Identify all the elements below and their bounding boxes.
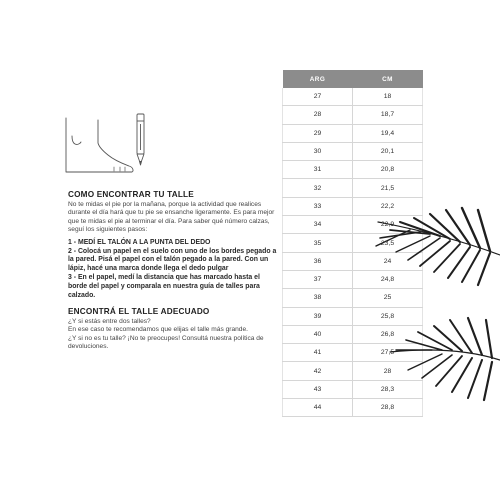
arg-size-cell: 42: [283, 362, 353, 380]
arg-size-cell: 35: [283, 234, 353, 252]
arg-size-cell: 34: [283, 216, 353, 234]
guide-tip-2: En ese caso te recomendamos que elijas el talle más grande.: [68, 326, 248, 334]
cm-length-cell: 18: [353, 88, 423, 106]
table-header-row: [283, 70, 423, 88]
table-row: [283, 399, 423, 417]
column-header-cm: CM: [353, 70, 423, 88]
arg-size-cell: 41: [283, 344, 353, 362]
arg-size-cell: 43: [283, 380, 353, 398]
table-row: [283, 325, 423, 343]
arg-size-cell: 30: [283, 142, 353, 160]
cm-length-cell: 28: [353, 362, 423, 380]
arg-size-cell: 37: [283, 270, 353, 288]
column-header-arg: ARG: [283, 70, 353, 88]
table-row: [283, 289, 423, 307]
size-table-body: [283, 88, 423, 417]
table-row: [283, 142, 423, 160]
cm-length-cell: 25: [353, 289, 423, 307]
table-row: [283, 307, 423, 325]
cm-length-cell: 22,2: [353, 197, 423, 215]
arg-size-cell: 33: [283, 197, 353, 215]
cm-length-cell: 24,8: [353, 270, 423, 288]
table-row: [283, 124, 423, 142]
guide-steps: [68, 239, 278, 301]
arg-size-cell: 27: [283, 88, 353, 106]
cm-length-cell: 18,7: [353, 106, 423, 124]
guide-title: COMO ENCONTRAR TU TALLE: [68, 190, 194, 199]
guide-tip-3: ¿Y si no es tu talle? ¡No te preocupes! Consultá nuestra política de devoluciones.: [68, 334, 264, 351]
table-row: [283, 179, 423, 197]
arg-size-cell: 32: [283, 179, 353, 197]
cm-length-cell: 27,5: [353, 344, 423, 362]
arg-size-cell: 36: [283, 252, 353, 270]
arg-size-cell: 29: [283, 124, 353, 142]
cm-length-cell: 24: [353, 252, 423, 270]
table-row: [283, 197, 423, 215]
arg-size-cell: 44: [283, 399, 353, 417]
cm-length-cell: 26,8: [353, 325, 423, 343]
table-row: [283, 380, 423, 398]
table-row: [283, 252, 423, 270]
cm-length-cell: 21,5: [353, 179, 423, 197]
size-guide-text: [68, 190, 278, 352]
cm-length-cell: 25,8: [353, 307, 423, 325]
table-row: [283, 234, 423, 252]
arg-size-cell: 39: [283, 307, 353, 325]
table-row: [283, 344, 423, 362]
arg-size-cell: 28: [283, 106, 353, 124]
cm-length-cell: 28,3: [353, 380, 423, 398]
cm-length-cell: 19,4: [353, 124, 423, 142]
table-row: [283, 161, 423, 179]
cm-length-cell: 23,5: [353, 234, 423, 252]
table-row: [283, 88, 423, 106]
pencil-icon: [137, 114, 144, 165]
cm-length-cell: 20,1: [353, 142, 423, 160]
cm-length-cell: 28,8: [353, 399, 423, 417]
cm-length-cell: 20,8: [353, 161, 423, 179]
table-row: [283, 270, 423, 288]
foot-outline-icon: [66, 118, 133, 172]
guide-step-3: 3 - En el papel, medí la distancia que has marcado hasta el borde del papel y comparala en nuestra guía de talles para calzado.: [68, 274, 260, 300]
guide-intro: No te midas el pie por la mañana, porque la actividad que realices durante el día hará que tu pie se ensanche ligeramente. Es para mejor que te midas el pie al terminar el día. Para saber qué número calzas, seguí los siguientes pasos:: [68, 201, 275, 234]
size-table: [282, 70, 423, 417]
table-row: [283, 362, 423, 380]
table-row: [283, 216, 423, 234]
guide-subtitle: ENCONTRÁ EL TALLE ADECUADO: [68, 306, 210, 316]
arg-size-cell: 40: [283, 325, 353, 343]
arg-size-cell: 31: [283, 161, 353, 179]
guide-tip-1: ¿Y si estás entre dos talles?: [68, 317, 151, 325]
table-row: [283, 106, 423, 124]
guide-step-2: 2 - Colocá un papel en el suelo con uno de los bordes pegado a la pared. Pisá el papel con el talón pegado a la pared. Con un lápiz, hacé una marca donde llega el dedo pulgar: [68, 247, 277, 273]
foot-measure-illustration: [62, 112, 158, 178]
cm-length-cell: 22,9: [353, 216, 423, 234]
arg-size-cell: 38: [283, 289, 353, 307]
guide-step-1: 1 - MEDÍ EL TALÓN A LA PUNTA DEL DEDO: [68, 238, 211, 246]
